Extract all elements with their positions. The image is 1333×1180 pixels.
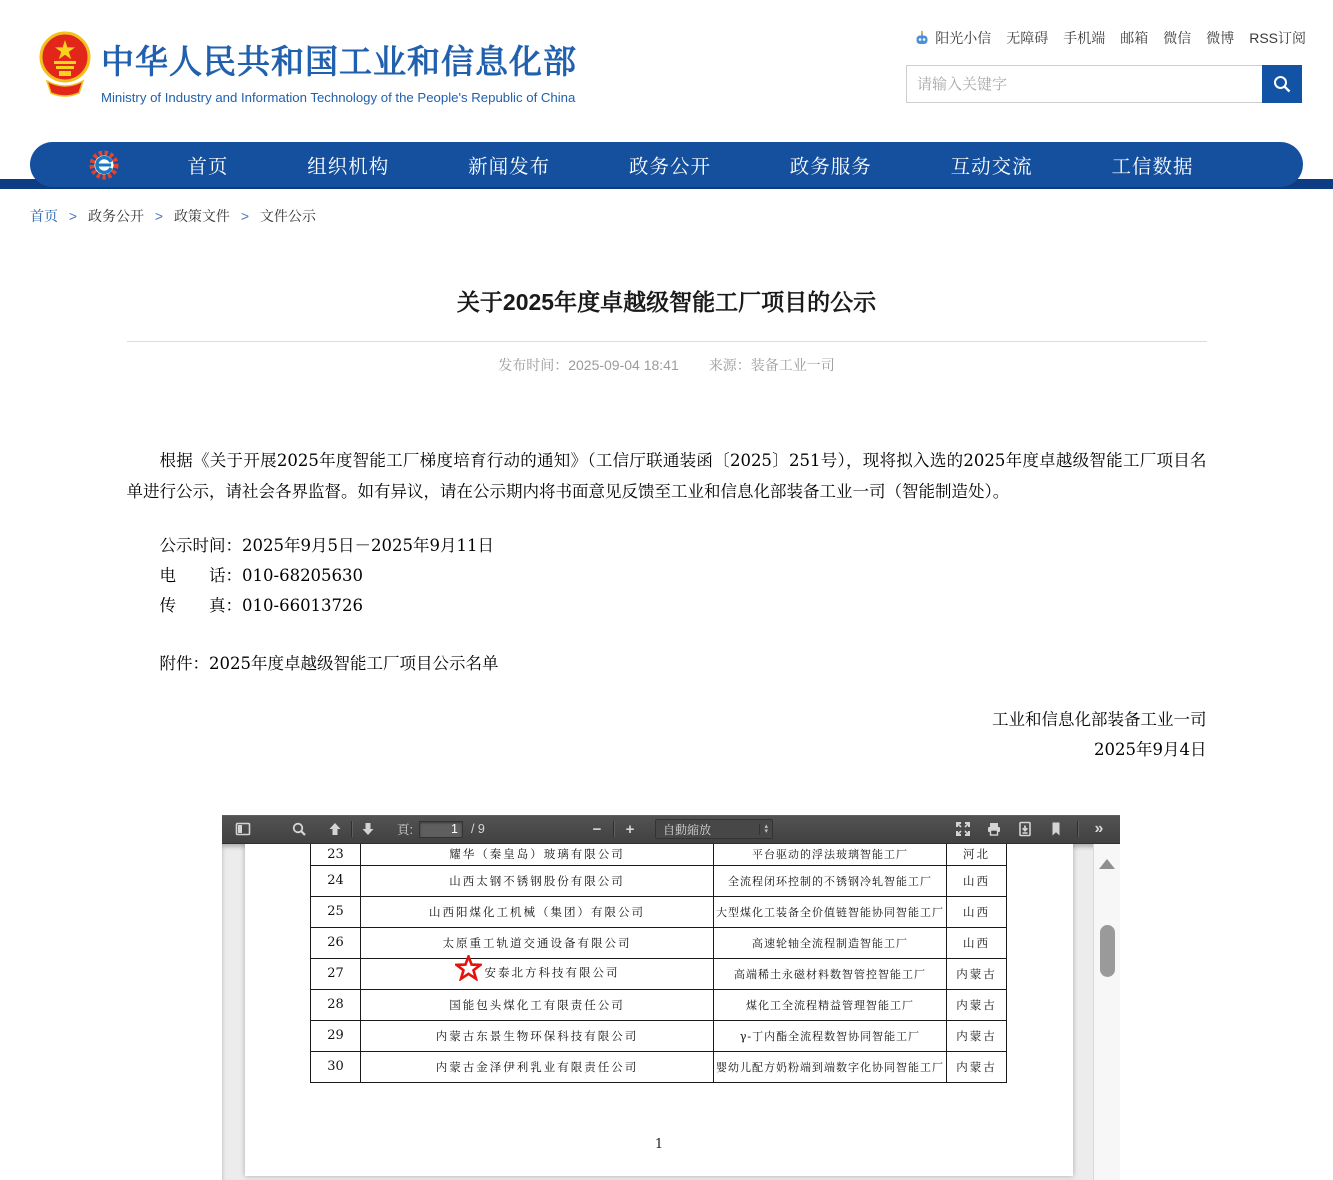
row-number: 30: [311, 1051, 361, 1082]
bookmark-icon: [1048, 821, 1064, 837]
province-cell: 山西: [947, 865, 1007, 896]
province-cell: 内蒙古: [947, 1051, 1007, 1082]
scrollbar-thumb[interactable]: [1100, 925, 1115, 977]
breadcrumb-home[interactable]: 首页: [30, 208, 58, 224]
page-down-icon: [360, 821, 376, 837]
project-cell: γ-丁内酯全流程数智协同智能工厂: [714, 1020, 947, 1051]
province-cell: 河北: [947, 844, 1007, 865]
publish-time: 2025-09-04 18:41: [568, 357, 679, 373]
breadcrumb-policy-files[interactable]: 政策文件: [173, 208, 230, 224]
company-cell: [361, 958, 714, 989]
quick-link-accessibility[interactable]: 无障碍: [1006, 30, 1049, 46]
title-divider: [127, 341, 1207, 342]
zoom-select-value: 自動縮放: [663, 822, 712, 837]
header-right: [906, 28, 1306, 103]
attachment-link[interactable]: 附件：2025年度卓越级智能工厂项目公示名单: [159, 654, 499, 673]
publish-time-label: 发布时间：: [498, 357, 569, 373]
signature-department: 工业和信息化部装备工业一司: [992, 710, 1207, 729]
source-label: 来源：: [708, 357, 751, 373]
download-icon: [1017, 821, 1033, 837]
table-row: [311, 896, 1007, 927]
nav-item-miit-data[interactable]: 工信数据: [1111, 155, 1194, 178]
nav-item-interaction[interactable]: 互动交流: [950, 155, 1033, 178]
quick-link-label: 阳光小信: [935, 30, 992, 46]
table-row: [311, 927, 1007, 958]
table-row-starred: [311, 958, 1007, 989]
project-cell: 高速轮轴全流程制造智能工厂: [714, 927, 947, 958]
more-tools-button[interactable]: [1086, 817, 1112, 841]
project-cell: 平台驱动的浮法玻璃智能工厂: [714, 844, 947, 865]
page-number-input[interactable]: [419, 821, 463, 838]
page-label: 頁:: [397, 823, 413, 837]
pdf-scrollbar[interactable]: [1093, 844, 1120, 1180]
zoom-out-button[interactable]: [584, 817, 610, 841]
find-button[interactable]: [286, 817, 312, 841]
toolbar-left-group: [230, 817, 485, 841]
province-cell: 山西: [947, 927, 1007, 958]
nav-item-home[interactable]: 首页: [187, 155, 229, 178]
search-icon: [1272, 74, 1292, 94]
main-nav-wrap: [0, 142, 1333, 192]
project-table: [310, 844, 1007, 1083]
company-cell: 太原重工轨道交通设备有限公司: [361, 927, 714, 958]
province-cell: 内蒙古: [947, 989, 1007, 1020]
row-number: 26: [311, 927, 361, 958]
breadcrumb: [30, 206, 1333, 226]
quick-link-sunshine[interactable]: [913, 28, 991, 48]
toolbar-separator: [351, 821, 352, 837]
company-cell: 国能包头煤化工有限责任公司: [361, 989, 714, 1020]
quick-link-rss[interactable]: RSS订阅: [1249, 30, 1306, 46]
breadcrumb-file-notice[interactable]: 文件公示: [259, 208, 316, 224]
project-cell: 高端稀土永磁材料数智管控智能工厂: [714, 958, 947, 989]
main-nav: [30, 142, 1303, 187]
scroll-up-icon[interactable]: [1099, 859, 1115, 869]
toolbar-separator: [613, 821, 614, 837]
table-row: [311, 1051, 1007, 1082]
national-emblem-icon: [38, 30, 92, 98]
row-number: 29: [311, 1020, 361, 1051]
article-body: [127, 445, 1207, 765]
quick-link-mobile[interactable]: 手机端: [1063, 30, 1106, 46]
plus-icon: +: [625, 820, 635, 838]
site-subtitle: Ministry of Industry and Information Technology of the People's Republic of China: [101, 90, 576, 105]
minus-icon: −: [592, 820, 602, 838]
fullscreen-icon: [955, 821, 971, 837]
page-total: / 9: [470, 822, 485, 836]
table-row: [311, 844, 1007, 865]
province-cell: 内蒙古: [947, 1020, 1007, 1051]
table-row: [311, 989, 1007, 1020]
project-cell: 婴幼儿配方奶粉端到端数字化协同智能工厂: [714, 1051, 947, 1082]
pdf-document-area: [222, 843, 1120, 1180]
quick-link-mail[interactable]: 邮箱: [1120, 30, 1149, 46]
row-number: 28: [311, 989, 361, 1020]
toolbar-right-group: [950, 817, 1112, 841]
signature-date: 2025年9月4日: [1094, 740, 1207, 759]
quick-link-wechat[interactable]: 微信: [1163, 30, 1192, 46]
nav-logo-icon: [88, 149, 120, 181]
company-name: 安泰北方科技有限公司: [484, 965, 620, 980]
zoom-in-button[interactable]: [617, 817, 643, 841]
breadcrumb-separator: >: [240, 208, 250, 224]
row-number: 25: [311, 896, 361, 927]
toolbar-separator: [1077, 821, 1078, 837]
company-cell: 山西阳煤化工机械（集团）有限公司: [361, 896, 714, 927]
zoom-select-dropdown[interactable]: [655, 819, 773, 839]
bookmark-button[interactable]: [1043, 817, 1069, 841]
signature-block: [127, 705, 1207, 765]
site-titles: [101, 36, 577, 105]
nav-item-gov-disclosure[interactable]: 政务公开: [628, 155, 711, 178]
find-icon: [291, 821, 307, 837]
page-up-icon: [327, 821, 343, 837]
pdf-page: [245, 844, 1073, 1176]
breadcrumb-separator: >: [154, 208, 164, 224]
table-row: [311, 1020, 1007, 1051]
red-star-icon: [455, 955, 482, 984]
search-bar: [906, 65, 1302, 103]
download-button[interactable]: [1012, 817, 1038, 841]
table-row: [311, 865, 1007, 896]
nav-items: [120, 151, 1303, 179]
company-cell: 内蒙古金泽伊利乳业有限责任公司: [361, 1051, 714, 1082]
print-icon: [986, 821, 1002, 837]
breadcrumb-separator: >: [68, 208, 78, 224]
quick-links: [906, 28, 1306, 48]
source: 装备工业一司: [750, 357, 835, 373]
more-tools-icon: »: [1094, 820, 1104, 837]
row-number: 27: [311, 958, 361, 989]
row-number: 23: [311, 844, 361, 865]
page-title: 关于2025年度卓越级智能工厂项目的公示: [456, 289, 877, 315]
quick-link-weibo[interactable]: 微博: [1206, 30, 1235, 46]
nav-item-gov-services[interactable]: 政务服务: [789, 155, 872, 178]
company-cell: 内蒙古东景生物环保科技有限公司: [361, 1020, 714, 1051]
pdf-toolbar: [222, 815, 1120, 843]
nav-item-organization[interactable]: 组织机构: [307, 155, 390, 178]
province-cell: 山西: [947, 896, 1007, 927]
previous-page-button[interactable]: [322, 817, 348, 841]
article: [127, 284, 1207, 765]
sidebar-toggle-button[interactable]: [230, 817, 256, 841]
search-button[interactable]: [1262, 65, 1302, 103]
presentation-mode-button[interactable]: [950, 817, 976, 841]
notice-period-line: 公示时间：2025年9月5日－2025年9月11日: [159, 536, 494, 555]
dropdown-spinner-icon: ▴ ▾: [759, 824, 768, 835]
row-number: 24: [311, 865, 361, 896]
project-cell: 全流程闭环控制的不锈钢冷轧智能工厂: [714, 865, 947, 896]
sidebar-toggle-icon: [235, 821, 251, 837]
phone-line: 电 话：010-68205630: [159, 566, 364, 585]
article-meta: [127, 355, 1207, 375]
breadcrumb-gov-disclosure[interactable]: 政务公开: [87, 208, 144, 224]
province-cell: 内蒙古: [947, 958, 1007, 989]
project-cell: 大型煤化工装备全价值链智能协同智能工厂: [714, 896, 947, 927]
site-title: 中华人民共和国工业和信息化部: [101, 43, 577, 80]
print-button[interactable]: [981, 817, 1007, 841]
toolbar-zoom-group: [584, 817, 773, 841]
project-cell: 煤化工全流程精益管理智能工厂: [714, 989, 947, 1020]
nav-item-news[interactable]: 新闻发布: [468, 155, 551, 178]
fax-line: 传 真：010-66013726: [159, 596, 364, 615]
pdf-viewer: [222, 815, 1120, 1180]
site-header: [0, 0, 1333, 142]
article-paragraph: 根据《关于开展2025年度智能工厂梯度培育行动的通知》（工信厅联通装函〔2025〕251号），现将拟入选的2025年度卓越级智能工厂项目名单进行公示，请社会各界监督。如有异议，请在公示期内将书面意见反馈至工业和信息化部装备工业一司（智能制造处）。: [126, 451, 1207, 501]
robot-icon: [913, 29, 931, 47]
company-cell: 山西太钢不锈钢股份有限公司: [361, 865, 714, 896]
pdf-page-number: 1: [654, 1137, 664, 1152]
company-cell: 耀华（秦皇岛）玻璃有限公司: [361, 844, 714, 865]
next-page-button[interactable]: [355, 817, 381, 841]
search-input[interactable]: [907, 66, 1262, 102]
